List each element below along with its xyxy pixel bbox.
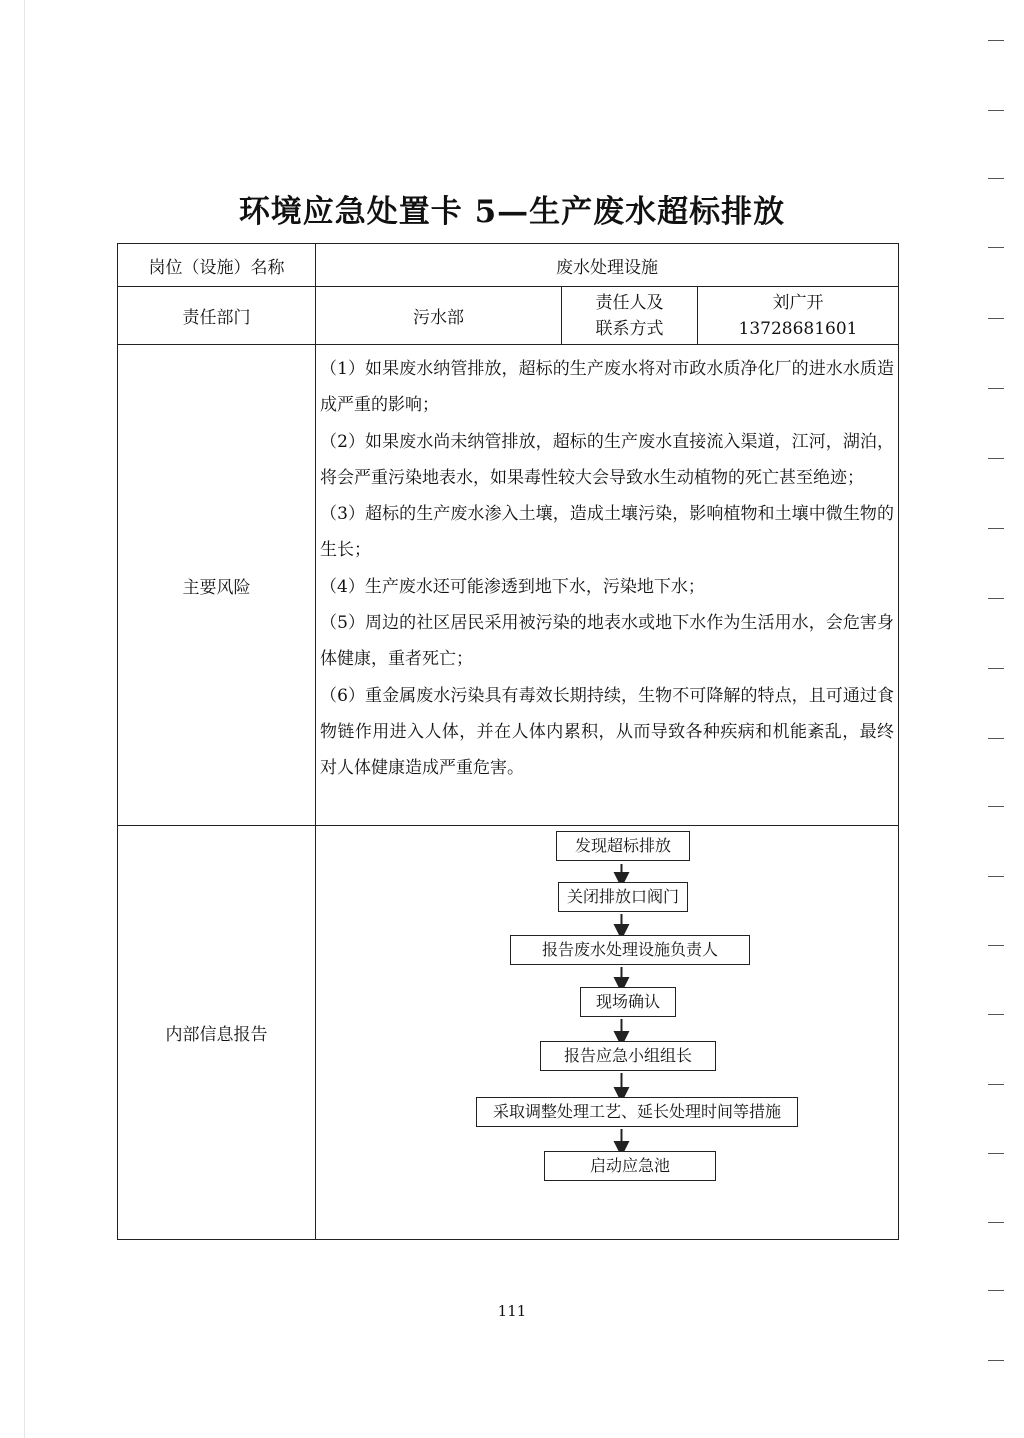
flow-step: 报告应急小组组长 [540, 1041, 716, 1071]
position-value: 废水处理设施 [316, 244, 899, 287]
department-label: 责任部门 [118, 287, 316, 345]
risk-item: （1）如果废水纳管排放，超标的生产废水将对市政水质净化厂的进水水质造成严重的影响； [320, 359, 895, 416]
row-reporting [118, 826, 899, 1240]
document-title: 环境应急处置卡 5—生产废水超标排放 [238, 194, 786, 230]
reporting-flowchart [316, 827, 898, 1239]
risks-content [316, 345, 899, 826]
contact-label-line2: 联系方式 [595, 318, 664, 339]
flow-step: 关闭排放口阀门 [558, 882, 688, 912]
position-label: 岗位（设施）名称 [118, 244, 316, 287]
risks-label: 主要风险 [118, 345, 316, 826]
contact-phone: 13728681601 [738, 318, 858, 339]
risk-item: （3）超标的生产废水渗入土壤，造成土壤污染，影响植物和土壤中微生物的生长； [320, 504, 895, 561]
flow-step: 采取调整处理工艺、延长处理时间等措施 [476, 1097, 798, 1127]
flow-step: 现场确认 [580, 987, 676, 1017]
flow-step: 启动应急池 [544, 1151, 716, 1181]
risk-item: （5）周边的社区居民采用被污染的地表水或地下水作为生活用水，会危害身体健康，重者死亡； [320, 613, 895, 670]
risk-item: （2）如果废水尚未纳管排放，超标的生产废水直接流入渠道，江河，湖泊，将会严重污染地表水，如果毒性较大会导致水生动植物的死亡甚至绝迹； [320, 431, 895, 488]
department-value: 污水部 [316, 287, 562, 345]
row-position [118, 244, 899, 287]
risk-item: （6）重金属废水污染具有毒效长期持续，生物不可降解的特点，且可通过食物链作用进入人体，并在人体内累积，从而导致各种疾病和机能紊乱，最终对人体健康造成严重危害。 [320, 685, 895, 779]
reporting-label: 内部信息报告 [118, 826, 316, 1240]
risk-item: （4）生产废水还可能渗透到地下水，污染地下水； [320, 576, 705, 597]
reporting-flowchart-cell [316, 826, 899, 1240]
contact-label-line1: 责任人及 [595, 292, 664, 313]
contact-name: 刘广开 [772, 292, 824, 313]
flow-step: 发现超标排放 [556, 831, 690, 861]
flow-step: 报告废水处理设施负责人 [510, 935, 750, 965]
row-risks [118, 345, 899, 826]
contact-value [698, 287, 899, 345]
emergency-card-table [117, 243, 899, 1240]
page-number: 111 [497, 1302, 527, 1320]
contact-label [562, 287, 698, 345]
row-department [118, 287, 899, 345]
